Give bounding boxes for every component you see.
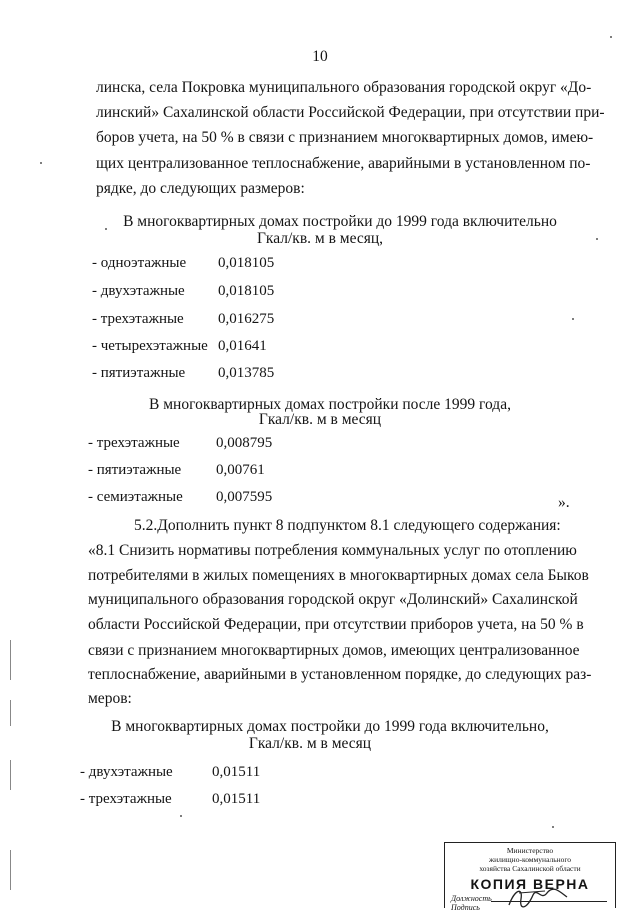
row-value: 0,016275 — [218, 311, 275, 327]
row-label: - двухэтажные — [80, 764, 173, 780]
intro-line: боров учета, на 50 % в связи с признанием многоквартирных домов, имею- — [96, 129, 594, 146]
intro-line: рядке, до следующих размеров: — [96, 180, 305, 197]
table-heading-unit: Гкал/кв. м в месяц, — [256, 230, 384, 247]
stamp-line: хозяйства Сахалинской области — [479, 864, 581, 873]
stamp-title: КОПИЯ ВЕРНА — [470, 876, 590, 892]
row-label: - трехэтажные — [80, 791, 172, 807]
row-value: 0,013785 — [218, 365, 275, 381]
row-value: 0,008795 — [216, 435, 273, 451]
para-line: области Российской Федерации, при отсутствии приборов учета, на 50 % в — [88, 616, 584, 633]
row-label: - четырехэтажные — [92, 338, 208, 354]
table-heading-unit: Гкал/кв. м в месяц — [258, 411, 382, 428]
row-value: 0,007595 — [216, 489, 273, 505]
scan-artifact — [572, 318, 574, 320]
table-heading: В многоквартирных домах постройки до 1999 года включительно, — [111, 718, 549, 735]
row-label: - одноэтажные — [92, 255, 187, 271]
scan-artifact — [40, 162, 42, 164]
section-5-2: 5.2.Дополнить пункт 8 подпунктом 8.1 следующего содержания: — [134, 517, 561, 534]
row-label: - двухэтажные — [92, 283, 185, 299]
para-line: теплоснабжение, аварийными в установленном порядке, до следующих раз- — [88, 666, 592, 683]
row-label: - семиэтажные — [88, 489, 183, 505]
row-label: - трехэтажные — [92, 311, 184, 327]
table-heading-unit: Гкал/кв. м в месяц — [248, 735, 372, 752]
row-label: - трехэтажные — [88, 435, 180, 451]
row-value: 0,01641 — [218, 338, 267, 354]
scan-artifact — [10, 760, 11, 790]
intro-line: линска, села Покровка муниципального образования городской округ «До- — [96, 79, 592, 96]
scan-artifact — [596, 238, 598, 240]
intro-line: линский» Сахалинской области Российской Федерации, при отсутствии при- — [96, 104, 605, 121]
intro-line: щих централизованное теплоснабжение, аварийными в установленном по- — [96, 155, 591, 172]
scan-artifact — [552, 826, 554, 828]
stamp-field-position: Должность — [451, 894, 492, 903]
scan-artifact — [180, 815, 182, 817]
row-value: 0,018105 — [218, 255, 275, 271]
para-line: потребителями в жилых помещениях в многоквартирных домах села Быков — [88, 567, 589, 584]
row-value: 0,01511 — [212, 764, 261, 780]
row-value: 0,018105 — [218, 283, 275, 299]
scan-artifact — [10, 850, 11, 890]
stamp-line: жилищно-коммунального — [488, 855, 572, 864]
table-heading: В многоквартирных домах постройки до 1999 года включительно — [123, 213, 557, 230]
row-label: - пятиэтажные — [88, 462, 182, 478]
scan-artifact — [10, 700, 11, 726]
page-number: 10 — [312, 48, 328, 65]
signature-mark — [505, 883, 575, 911]
para-line: «8.1 Снизить нормативы потребления коммунальных услуг по отоплению — [88, 542, 577, 559]
table-heading: В многоквартирных домах постройки после 1999 года, — [149, 396, 511, 413]
row-value: 0,00761 — [216, 462, 265, 478]
certified-copy-stamp — [444, 842, 616, 912]
row-label: - пятиэтажные — [92, 365, 186, 381]
closing-quote: ». — [558, 494, 570, 511]
para-line: связи с признанием многоквартирных домов, имеющих централизованное — [88, 642, 580, 659]
scan-artifact — [105, 228, 107, 230]
para-line: меров: — [88, 690, 132, 707]
row-value: 0,01511 — [212, 791, 261, 807]
scan-artifact — [10, 640, 11, 680]
para-line: муниципального образования городской округ «Долинский» Сахалинской — [88, 591, 578, 608]
stamp-line: Министерство — [506, 846, 554, 855]
scan-artifact — [610, 36, 612, 38]
stamp-field-signature: Подпись — [451, 903, 480, 912]
